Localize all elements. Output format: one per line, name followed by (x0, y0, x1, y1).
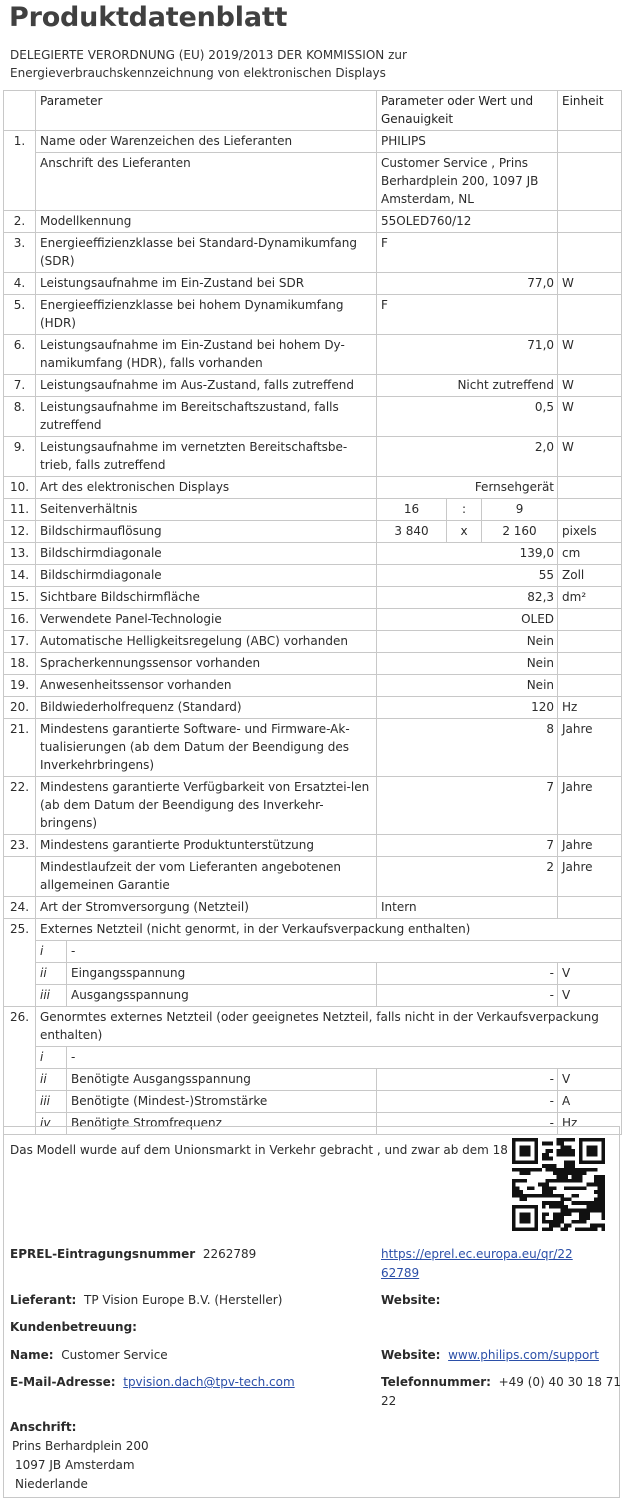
qr-code-icon[interactable] (512, 1138, 605, 1231)
row-unit (558, 477, 622, 499)
sub-value: - (377, 963, 558, 985)
row-number: 17. (4, 631, 36, 653)
row-number: 24. (4, 897, 36, 919)
row-number: 9. (4, 437, 36, 477)
row-value: F (377, 295, 558, 335)
row-number: 22. (4, 777, 36, 835)
row-number: 19. (4, 675, 36, 697)
address-line-2: 1097 JB Amsterdam (15, 1458, 135, 1472)
name-value: Customer Service (61, 1348, 168, 1362)
ratio-b: 2 160 (482, 521, 558, 543)
row-number: 13. (4, 543, 36, 565)
row-unit (558, 675, 622, 697)
contact-name-line (10, 1346, 168, 1365)
row-value: 2,0 (377, 437, 558, 477)
ratio-separator: x (447, 521, 482, 543)
eprel-label: EPREL-Eintragungsnummer (10, 1247, 196, 1261)
table-row (4, 295, 622, 335)
row-label: Automatische Helligkeitsregelung (ABC) vorhanden (36, 631, 377, 653)
sub-label: Ausgangsspannung (67, 985, 377, 1007)
sub-value: - (377, 985, 558, 1007)
row-number: 18. (4, 653, 36, 675)
sub-unit: V (558, 1069, 622, 1091)
sub-unit: V (558, 985, 622, 1007)
row-value: 139,0 (377, 543, 558, 565)
row-number: 16. (4, 609, 36, 631)
table-row (4, 653, 622, 675)
eprel-value: 2262789 (202, 1247, 257, 1261)
row-value: Nein (377, 675, 558, 697)
row-label: Genormtes externes Netzteil (oder geeignetes Netzteil, falls nicht in der Verkaufsverpackung enthalten) (36, 1007, 622, 1047)
row-unit: Zoll (558, 565, 622, 587)
row-number: 21. (4, 719, 36, 777)
phone-line (381, 1373, 621, 1392)
subtitle-line-1: DELEGIERTE VERORDNUNG (EU) 2019/2013 DER KOMMISSION zur (10, 48, 407, 62)
supplier-value: TP Vision Europe B.V. (Hersteller) (84, 1293, 283, 1307)
row-value: Intern (377, 897, 558, 919)
row-value: 7 (377, 777, 558, 835)
row-unit (558, 233, 622, 273)
table-row (4, 697, 622, 719)
row-label: Leistungsaufnahme im vernetzten Bereitschaftsbe-trieb, falls zutreffend (36, 437, 377, 477)
header-num-cell (4, 91, 36, 131)
row-value: 55 (377, 565, 558, 587)
row-unit: W (558, 375, 622, 397)
sub-label: Benötigte (Mindest-)Stromstärke (67, 1091, 377, 1113)
row-unit: cm (558, 543, 622, 565)
row-unit: Jahre (558, 857, 622, 897)
table-row (4, 335, 622, 375)
ratio-a: 3 840 (377, 521, 447, 543)
header-value: Parameter oder Wert und Genauigkeit (377, 91, 558, 131)
product-data-table (3, 90, 622, 1135)
row-number: 4. (4, 273, 36, 295)
market-date-text: Das Modell wurde auf dem Unionsmarkt in Verkehr gebracht , und zwar ab dem 18 (10, 1143, 508, 1157)
table-row (4, 153, 622, 211)
table-row (4, 233, 622, 273)
table-row (4, 521, 622, 543)
row-unit (558, 131, 622, 153)
row-label: Externes Netzteil (nicht genormt, in der Verkaufsverpackung enthalten) (36, 919, 622, 941)
row-label: Bildschirmauflösung (36, 521, 377, 543)
subtitle-line-2: Energieverbrauchskennzeichnung von elektronischen Displays (10, 66, 386, 80)
row-unit: dm² (558, 587, 622, 609)
table-row (4, 609, 622, 631)
row-number: 11. (4, 499, 36, 521)
row-value: Customer Service , Prins Berhardplein 200, 1097 JB Amsterdam, NL (377, 153, 558, 211)
row-label: Sichtbare Bildschirmfläche (36, 587, 377, 609)
row-label: Seitenverhältnis (36, 499, 377, 521)
sub-row (4, 963, 622, 985)
row-unit: W (558, 397, 622, 437)
table-header-row (4, 91, 622, 131)
row-value: 8 (377, 719, 558, 777)
row-number-empty (4, 1069, 36, 1091)
row-number (4, 857, 36, 897)
table-row (4, 897, 622, 919)
sub-label: - (67, 1047, 622, 1069)
eprel-link[interactable]: https://eprel.ec.europa.eu/qr/22 (381, 1247, 573, 1261)
row-number-empty (4, 963, 36, 985)
regulation-subtitle (10, 46, 610, 82)
row-label: Name oder Warenzeichen des Lieferanten (36, 131, 377, 153)
sub-unit: A (558, 1091, 622, 1113)
row-number: 7. (4, 375, 36, 397)
row-number-empty (4, 985, 36, 1007)
row-unit (558, 295, 622, 335)
sub-row (4, 941, 622, 963)
row-number: 15. (4, 587, 36, 609)
row-value: 120 (377, 697, 558, 719)
website-label: Website: (381, 1293, 441, 1307)
row-number: 26. (4, 1007, 36, 1047)
row-label: Leistungsaufnahme im Aus-Zustand, falls zutreffend (36, 375, 377, 397)
sub-label: Eingangsspannung (67, 963, 377, 985)
row-label: Bildschirmdiagonale (36, 543, 377, 565)
row-label: Mindestens garantierte Produktunterstützung (36, 835, 377, 857)
table-row (4, 211, 622, 233)
row-label: Energieeffizienzklasse bei hohem Dynamikumfang (HDR) (36, 295, 377, 335)
supplier-line (10, 1291, 282, 1310)
sub-unit: V (558, 963, 622, 985)
table-row (4, 397, 622, 437)
email-line (10, 1373, 295, 1392)
eprel-link-cont[interactable]: 62789 (381, 1266, 420, 1280)
address-line-1: Prins Berhardplein 200 (12, 1439, 149, 1453)
support-website-line (381, 1346, 599, 1365)
sub-unit: Hz (558, 1113, 622, 1135)
website2-label: Website: (381, 1348, 441, 1362)
table-row (4, 375, 622, 397)
table-row (4, 565, 622, 587)
table-row (4, 543, 622, 565)
sub-label: - (67, 941, 622, 963)
row-unit (558, 897, 622, 919)
row-value: Fernsehgerät (377, 477, 558, 499)
table-row (4, 857, 622, 897)
row-number: 25. (4, 919, 36, 941)
row-unit: W (558, 437, 622, 477)
row-number: 2. (4, 211, 36, 233)
row-number: 12. (4, 521, 36, 543)
ratio-b: 9 (482, 499, 558, 521)
row-number: 6. (4, 335, 36, 375)
row-label: Anwesenheitssensor vorhanden (36, 675, 377, 697)
supplier-label: Lieferant: (10, 1293, 77, 1307)
table-row-group-head (4, 919, 622, 941)
row-number: 5. (4, 295, 36, 335)
table-row (4, 675, 622, 697)
sub-index: ii (36, 1069, 67, 1091)
table-row (4, 131, 622, 153)
row-value: 82,3 (377, 587, 558, 609)
row-label: Mindestlaufzeit der vom Lieferanten angebotenen allgemeinen Garantie (36, 857, 377, 897)
row-label: Anschrift des Lieferanten (36, 153, 377, 211)
sub-value: - (377, 1113, 558, 1135)
phone-value: +49 (0) 40 30 18 71 (498, 1375, 622, 1389)
row-number (4, 153, 36, 211)
header-unit: Einheit (558, 91, 622, 131)
sub-row (4, 1069, 622, 1091)
row-unit (558, 631, 622, 653)
support-website-link[interactable]: www.philips.com/support (448, 1348, 599, 1362)
sub-row (4, 1091, 622, 1113)
row-label: Leistungsaufnahme im Ein-Zustand bei hohem Dy-namikumfang (HDR), falls vorhanden (36, 335, 377, 375)
sub-row (4, 1047, 622, 1069)
table-row (4, 499, 622, 521)
row-label: Mindestens garantierte Verfügbarkeit von Ersatztei-len (ab dem Datum der Beendigung des Inverkehr-bringens) (36, 777, 377, 835)
row-value: Nicht zutreffend (377, 375, 558, 397)
row-number-empty (4, 1091, 36, 1113)
row-number: 1. (4, 131, 36, 153)
sub-index: ii (36, 963, 67, 985)
sub-index: iv (36, 1113, 67, 1135)
row-label: Spracherkennungssensor vorhanden (36, 653, 377, 675)
address-label: Anschrift: (10, 1420, 77, 1434)
table-row (4, 835, 622, 857)
row-value: Nein (377, 631, 558, 653)
header-parameter: Parameter (36, 91, 377, 131)
row-unit (558, 609, 622, 631)
sub-index: i (36, 941, 67, 963)
ratio-a: 16 (377, 499, 447, 521)
row-value: 55OLED760/12 (377, 211, 558, 233)
row-label: Leistungsaufnahme im Ein-Zustand bei SDR (36, 273, 377, 295)
email-link[interactable]: tpvision.dach@tpv-tech.com (123, 1375, 295, 1389)
email-label: E-Mail-Adresse: (10, 1375, 116, 1389)
row-label: Art der Stromversorgung (Netzteil) (36, 897, 377, 919)
row-number: 14. (4, 565, 36, 587)
sub-row (4, 985, 622, 1007)
row-label: Bildwiederholfrequenz (Standard) (36, 697, 377, 719)
row-unit: Hz (558, 697, 622, 719)
row-number-empty (4, 941, 36, 963)
page-title: Produktdatenblatt (9, 2, 288, 33)
ratio-separator: : (447, 499, 482, 521)
row-value: PHILIPS (377, 131, 558, 153)
table-row (4, 437, 622, 477)
row-value: 77,0 (377, 273, 558, 295)
row-unit: W (558, 335, 622, 375)
row-unit (558, 499, 622, 521)
table-row (4, 631, 622, 653)
row-unit: W (558, 273, 622, 295)
row-label: Verwendete Panel-Technologie (36, 609, 377, 631)
table-row (4, 777, 622, 835)
sub-index: iii (36, 985, 67, 1007)
phone-value-cont: 22 (381, 1394, 397, 1408)
name-label: Name: (10, 1348, 54, 1362)
eprel-number (10, 1245, 256, 1264)
row-number: 8. (4, 397, 36, 437)
row-unit: Jahre (558, 835, 622, 857)
row-label: Leistungsaufnahme im Bereitschaftszustand, falls zutreffend (36, 397, 377, 437)
row-label: Art des elektronischen Displays (36, 477, 377, 499)
sub-value: - (377, 1069, 558, 1091)
table-row (4, 273, 622, 295)
customer-care-label: Kundenbetreuung: (10, 1320, 137, 1334)
row-unit: Jahre (558, 719, 622, 777)
row-unit (558, 211, 622, 233)
row-unit (558, 153, 622, 211)
row-number: 23. (4, 835, 36, 857)
row-number: 10. (4, 477, 36, 499)
row-unit: Jahre (558, 777, 622, 835)
row-label: Modellkennung (36, 211, 377, 233)
row-label: Mindestens garantierte Software- und Firmware-Ak-tualisierungen (ab dem Datum der Beendigung des Inverkehrbringens) (36, 719, 377, 777)
table-row-group-head (4, 1007, 622, 1047)
sub-label: Benötigte Ausgangsspannung (67, 1069, 377, 1091)
row-value: 7 (377, 835, 558, 857)
sub-index: iii (36, 1091, 67, 1113)
sub-label: Benötigte Stromfrequenz (67, 1113, 377, 1135)
address-line-3: Niederlande (15, 1477, 88, 1491)
row-number: 20. (4, 697, 36, 719)
table-row (4, 719, 622, 777)
row-label: Energieeffizienzklasse bei Standard-Dynamikumfang (SDR) (36, 233, 377, 273)
row-value: 0,5 (377, 397, 558, 437)
row-unit: pixels (558, 521, 622, 543)
row-value: 71,0 (377, 335, 558, 375)
table-row (4, 587, 622, 609)
row-value: OLED (377, 609, 558, 631)
row-value: Nein (377, 653, 558, 675)
sub-index: i (36, 1047, 67, 1069)
row-unit (558, 653, 622, 675)
table-row (4, 477, 622, 499)
row-value: F (377, 233, 558, 273)
phone-label: Telefonnummer: (381, 1375, 491, 1389)
sub-value: - (377, 1091, 558, 1113)
row-label: Bildschirmdiagonale (36, 565, 377, 587)
row-value: 2 (377, 857, 558, 897)
row-number: 3. (4, 233, 36, 273)
row-number-empty (4, 1047, 36, 1069)
